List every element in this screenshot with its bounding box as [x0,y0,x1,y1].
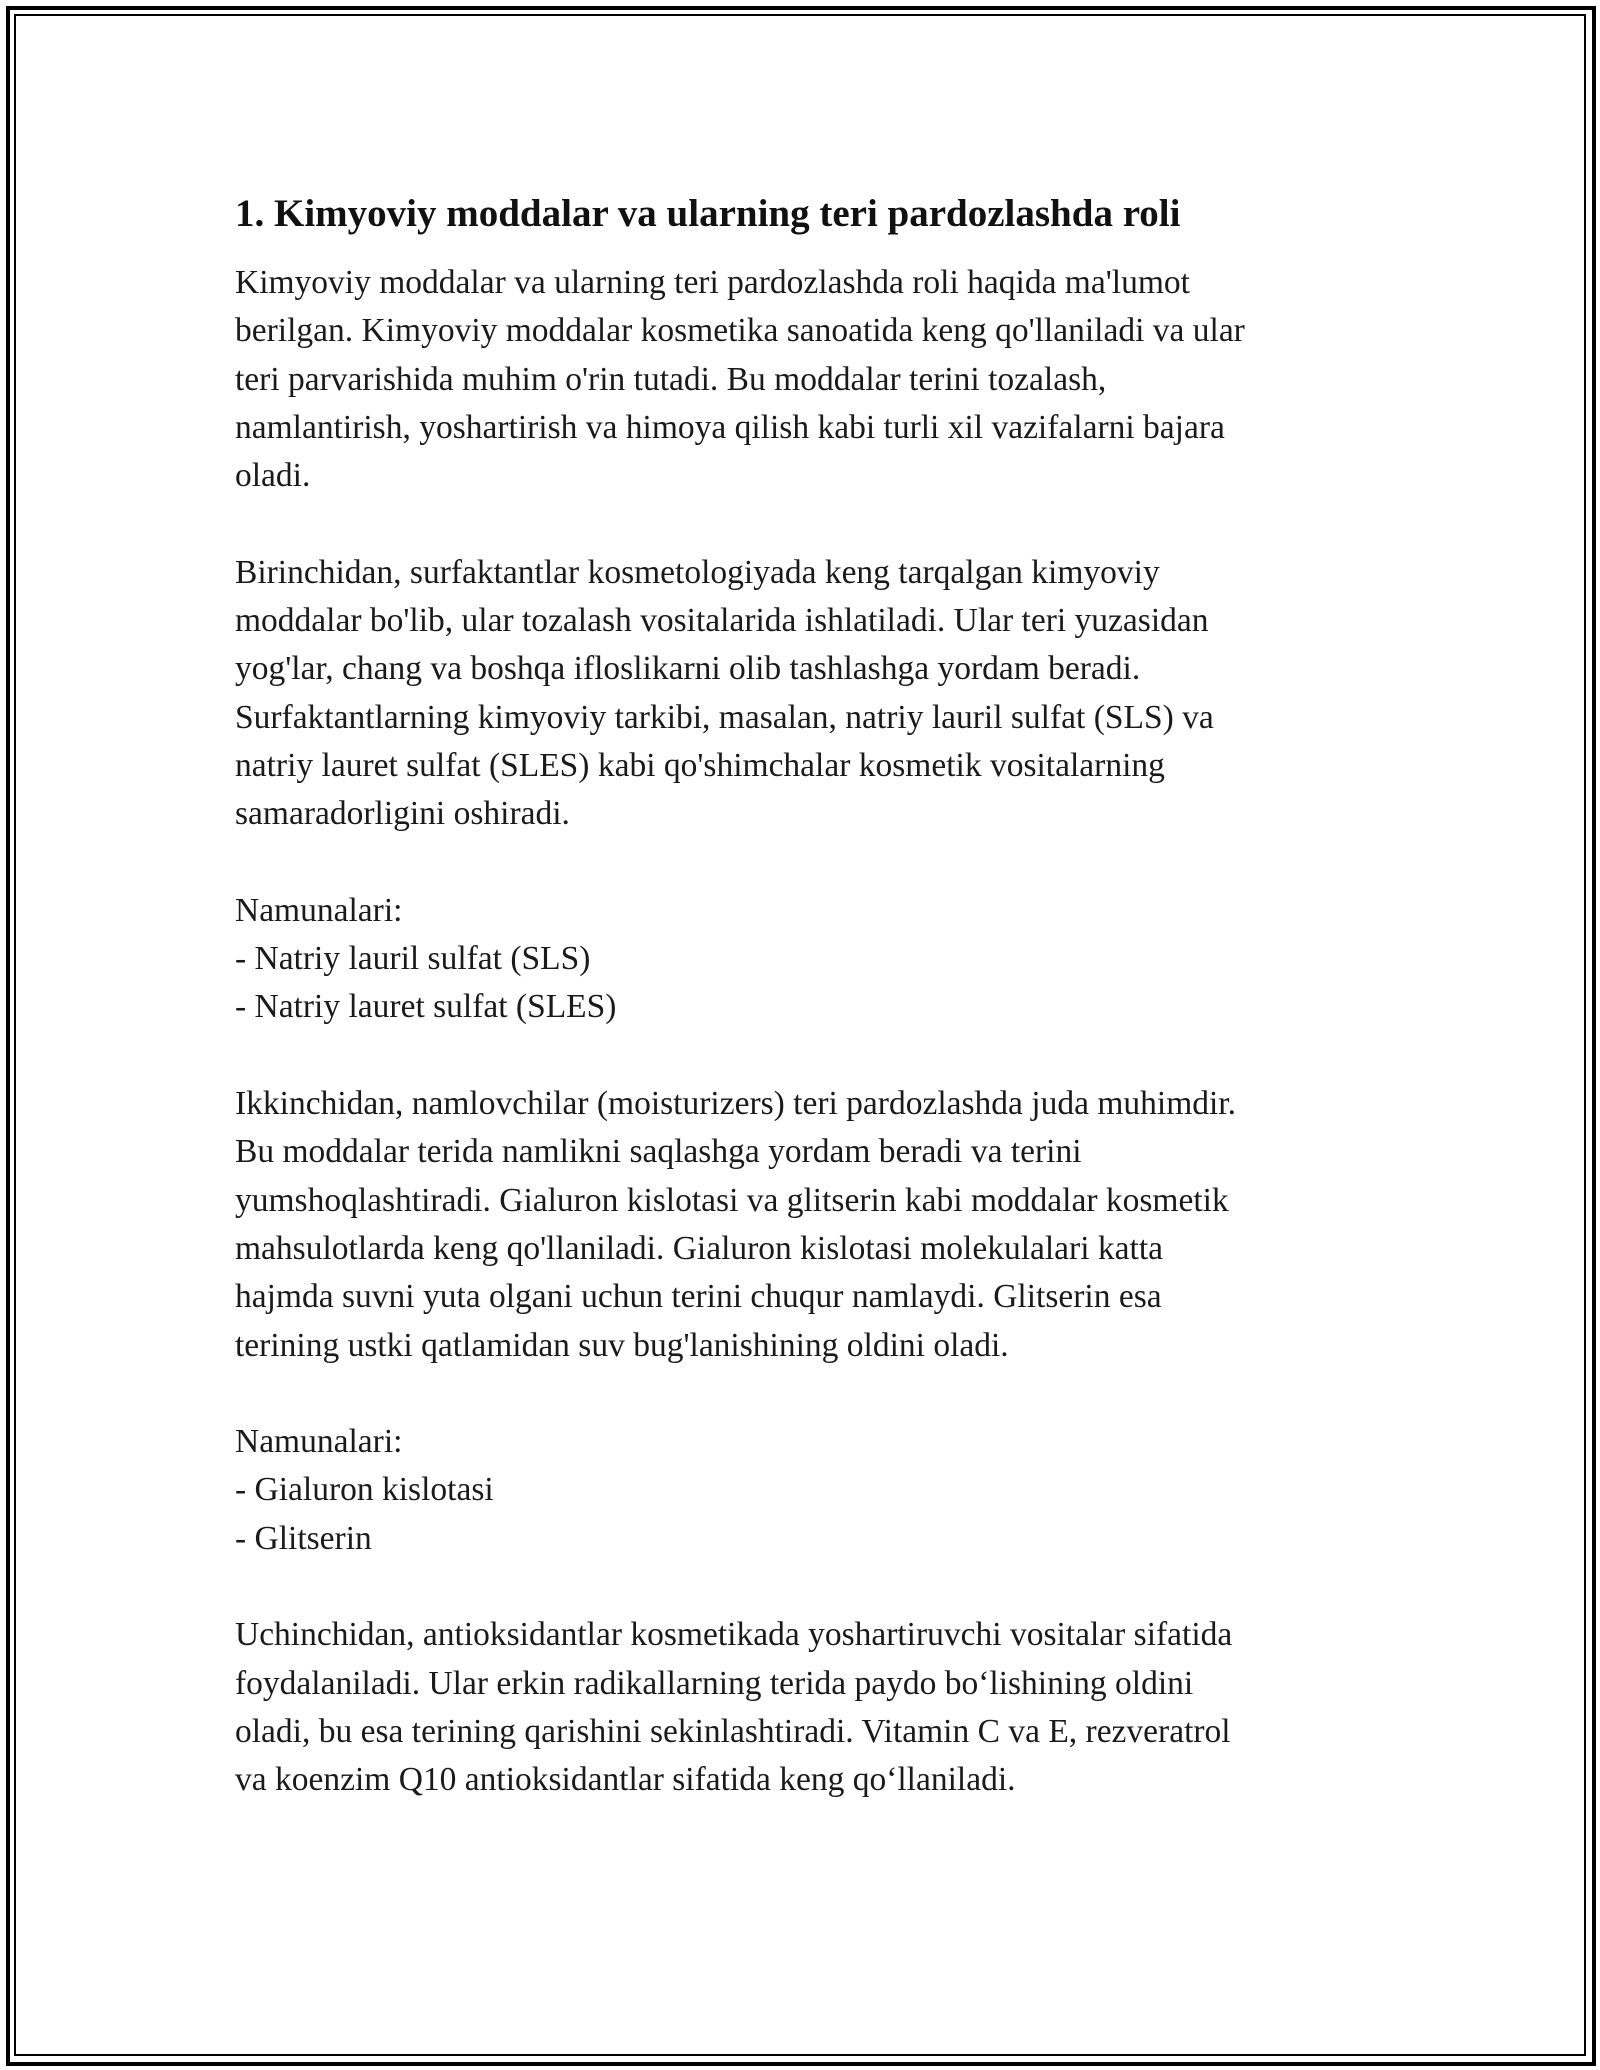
paragraph-spacer [235,500,1365,548]
list-item: - Gialuron kislotasi [235,1471,494,1509]
examples-list-surfactants [235,935,1365,1032]
paragraph-spacer [235,1370,1365,1418]
paragraph-moisturizers: Ikkinchidan, namlovchilar (moisturizers) teri pardozlashda juda muhimdir. Bu moddalar terida namlikni saqlashga yordam beradi va terini yumshoqlashtiradi. Gialuron kislotasi va glitserin kabi moddalar kosmetik mahsulotlarda keng qo'llaniladi. Gialuron kislotasi molekulalari katta hajmda suvni yuta olgani uchun terini chuqur namlaydi. Glitserin esa terining ustki qatlamidan suv bug'lanishining oldini oladi. [235,1085,1236,1364]
examples-heading: Namunalari: [235,891,403,929]
paragraph-spacer [235,839,1365,887]
document-title: 1. Kimyoviy moddalar va ularning teri pardozlashda roli [235,192,1181,235]
paragraph-spacer [235,1032,1365,1080]
paragraph-intro: Kimyoviy moddalar va ularning teri pardozlashda roli haqida ma'lumot berilgan. Kimyoviy moddalar kosmetika sanoatida keng qo'llaniladi va ular teri parvarishida muhim o'rin tutadi. Bu moddalar terini tozalash, namlantirish, yoshartirish va himoya qilish kabi turli xil vazifalarni bajara oladi. [235,264,1245,495]
examples-heading: Namunalari: [235,1423,403,1461]
list-item: - Natriy lauril sulfat (SLS) [235,940,591,978]
paragraph-antioxidants: Uchinchidan, antioksidantlar kosmetikada yoshartiruvchi vositalar sifatida foydalaniladi. Ular erkin radikallarning terida paydo bo‘lishining oldini oladi, bu esa terining qarishini sekinlashtiradi. Vitamin C va E, rezveratrol va koenzim Q10 antioksidantlar sifatida keng qo‘llaniladi. [235,1616,1233,1799]
paragraph-spacer [235,1563,1365,1611]
document-body [235,186,1365,1805]
list-item: - Glitserin [235,1519,372,1557]
examples-list-moisturizers [235,1466,1365,1563]
paragraph-surfactants: Birinchidan, surfaktantlar kosmetologiyada keng tarqalgan kimyoviy moddalar bo'lib, ular tozalash vositalarida ishlatiladi. Ular teri yuzasidan yog'lar, chang va boshqa ifloslikarni olib tashlashga yordam beradi. Surfaktantlarning kimyoviy tarkibi, masalan, natriy lauril sulfat (SLS) va natriy lauret sulfat (SLES) kabi qo'shimchalar kosmetik vositalarning samaradorligini oshiradi. [235,553,1214,833]
list-item: - Natriy lauret sulfat (SLES) [235,988,617,1026]
